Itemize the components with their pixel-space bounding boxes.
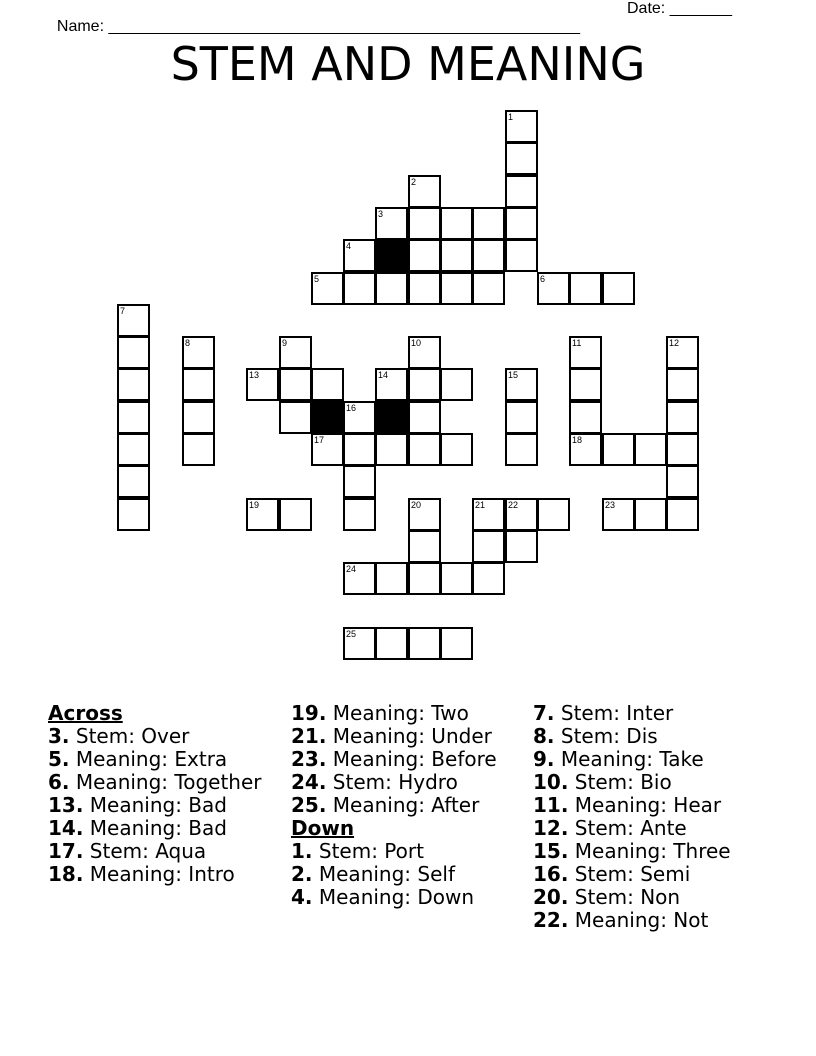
clue-num: 7. <box>533 701 555 725</box>
grid-cell[interactable] <box>505 207 538 240</box>
clue-num: 5. <box>48 747 70 771</box>
clue-number: 1 <box>508 112 514 122</box>
grid-cell[interactable] <box>343 465 376 498</box>
grid-cell[interactable] <box>634 498 667 531</box>
grid-cell[interactable] <box>182 433 215 466</box>
clue-number: 24 <box>346 564 357 574</box>
grid-cell[interactable] <box>440 562 473 595</box>
clue-num: 19. <box>291 701 327 725</box>
clue-item <box>533 886 793 909</box>
clue-text: Meaning: Three <box>568 839 731 863</box>
grid-cell[interactable] <box>279 336 312 369</box>
grid-cell[interactable] <box>343 562 376 595</box>
clue-number: 3 <box>378 209 384 219</box>
black-cell <box>375 401 408 434</box>
clue-number: 7 <box>120 306 126 316</box>
grid-cell[interactable] <box>246 368 279 401</box>
grid-cell[interactable] <box>408 336 441 369</box>
grid-cell[interactable] <box>408 401 441 434</box>
grid-cell[interactable] <box>279 401 312 434</box>
grid-cell[interactable] <box>505 498 538 531</box>
clue-item <box>533 840 793 863</box>
clue-text: Meaning: Intro <box>83 862 235 886</box>
clue-num: 15. <box>533 839 569 863</box>
grid-cell[interactable] <box>472 530 505 563</box>
grid-cell[interactable] <box>117 336 150 369</box>
grid-cell[interactable] <box>537 272 570 305</box>
grid-cell[interactable] <box>375 627 408 660</box>
clue-num: 9. <box>533 747 555 771</box>
clue-text: Stem: Port <box>312 839 424 863</box>
grid-cell[interactable] <box>440 207 473 240</box>
clue-item <box>533 794 793 817</box>
grid-cell[interactable] <box>666 465 699 498</box>
clue-item <box>48 725 278 748</box>
clue-number: 19 <box>249 500 260 510</box>
black-cell <box>375 239 408 272</box>
clue-num: 24. <box>291 770 327 794</box>
clue-number: 17 <box>314 435 325 445</box>
clue-number: 8 <box>185 338 191 348</box>
grid-cell[interactable] <box>602 433 635 466</box>
clue-number: 4 <box>346 241 352 251</box>
clue-text: Meaning: Together <box>69 770 262 794</box>
grid-cell[interactable] <box>440 368 473 401</box>
grid-cell[interactable] <box>472 272 505 305</box>
clue-number: 2 <box>411 177 417 187</box>
grid-cell[interactable] <box>569 336 602 369</box>
clue-text: Stem: Dis <box>554 724 658 748</box>
clue-item <box>291 794 521 817</box>
grid-cell[interactable] <box>505 142 538 175</box>
grid-cell[interactable] <box>343 401 376 434</box>
clue-num: 10. <box>533 770 569 794</box>
grid-cell[interactable] <box>472 562 505 595</box>
grid-cell[interactable] <box>408 433 441 466</box>
name-field-label: Name: _____________________________________________________ <box>56 18 581 35</box>
clue-item <box>533 817 793 840</box>
clue-column-3 <box>533 702 793 932</box>
grid-cell[interactable] <box>505 239 538 272</box>
clue-text: Stem: Non <box>568 885 681 909</box>
clue-number: 5 <box>314 274 320 284</box>
clue-item <box>533 909 793 932</box>
clue-num: 25. <box>291 793 327 817</box>
clue-num: 14. <box>48 816 84 840</box>
clue-item <box>533 771 793 794</box>
clue-item <box>48 748 278 771</box>
clue-text: Meaning: Extra <box>69 747 228 771</box>
grid-cell[interactable] <box>440 272 473 305</box>
grid-cell[interactable] <box>343 433 376 466</box>
grid-cell[interactable] <box>343 239 376 272</box>
grid-cell[interactable] <box>569 368 602 401</box>
grid-cell[interactable] <box>408 627 441 660</box>
grid-cell[interactable] <box>375 433 408 466</box>
clue-item <box>533 702 793 725</box>
grid-cell[interactable] <box>505 110 538 143</box>
grid-cell[interactable] <box>246 498 279 531</box>
clue-text: Meaning: Bad <box>83 793 227 817</box>
grid-cell[interactable] <box>117 401 150 434</box>
clue-text: Meaning: After <box>326 793 480 817</box>
grid-cell[interactable] <box>375 562 408 595</box>
grid-cell[interactable] <box>279 368 312 401</box>
clue-item <box>533 748 793 771</box>
grid-cell[interactable] <box>117 368 150 401</box>
grid-cell[interactable] <box>569 272 602 305</box>
grid-cell[interactable] <box>602 272 635 305</box>
clue-num: 21. <box>291 724 327 748</box>
clue-item <box>291 840 521 863</box>
clue-number: 6 <box>540 274 546 284</box>
clue-item <box>291 725 521 748</box>
grid-cell[interactable] <box>117 304 150 337</box>
grid-cell[interactable] <box>375 207 408 240</box>
grid-cell[interactable] <box>375 368 408 401</box>
grid-cell[interactable] <box>408 239 441 272</box>
clue-text: Stem: Inter <box>554 701 674 725</box>
grid-cell[interactable] <box>408 175 441 208</box>
clue-number: 15 <box>508 370 519 380</box>
clue-item <box>48 863 278 886</box>
clue-num: 13. <box>48 793 84 817</box>
clue-number: 25 <box>346 629 357 639</box>
clue-text: Meaning: Not <box>568 908 709 932</box>
clue-item <box>48 794 278 817</box>
grid-cell[interactable] <box>408 498 441 531</box>
clue-column-1 <box>48 702 278 886</box>
clue-text: Stem: Bio <box>568 770 672 794</box>
clue-item <box>291 702 521 725</box>
grid-cell[interactable] <box>408 272 441 305</box>
grid-cell[interactable] <box>440 239 473 272</box>
clue-number: 10 <box>411 338 422 348</box>
clue-number: 20 <box>411 500 422 510</box>
page-title: STEM AND MEANING <box>170 37 646 91</box>
grid-cell[interactable] <box>408 562 441 595</box>
grid-cell[interactable] <box>311 272 344 305</box>
clue-item <box>48 840 278 863</box>
grid-cell[interactable] <box>569 433 602 466</box>
clue-num: 16. <box>533 862 569 886</box>
clue-text: Stem: Aqua <box>83 839 207 863</box>
clue-num: 11. <box>533 793 569 817</box>
clue-item <box>291 863 521 886</box>
grid-cell[interactable] <box>343 627 376 660</box>
grid-cell[interactable] <box>666 368 699 401</box>
clue-num: 8. <box>533 724 555 748</box>
clue-text: Meaning: Take <box>554 747 704 771</box>
grid-cell[interactable] <box>472 498 505 531</box>
clue-num: 20. <box>533 885 569 909</box>
grid-cell[interactable] <box>505 401 538 434</box>
clue-num: 2. <box>291 862 313 886</box>
clue-number: 11 <box>572 338 582 348</box>
clue-number: 22 <box>508 500 519 510</box>
grid-cell[interactable] <box>505 530 538 563</box>
grid-cell[interactable] <box>182 336 215 369</box>
grid-cell[interactable] <box>666 336 699 369</box>
grid-cell[interactable] <box>343 272 376 305</box>
grid-cell[interactable] <box>343 498 376 531</box>
clue-num: 23. <box>291 747 327 771</box>
clue-text: Meaning: Under <box>326 724 492 748</box>
grid-cell[interactable] <box>537 498 570 531</box>
clue-text: Meaning: Before <box>326 747 497 771</box>
grid-cell[interactable] <box>666 433 699 466</box>
grid-cell[interactable] <box>182 401 215 434</box>
grid-cell[interactable] <box>311 368 344 401</box>
clue-num: 4. <box>291 885 313 909</box>
clue-text: Stem: Ante <box>568 816 687 840</box>
grid-cell[interactable] <box>182 368 215 401</box>
clue-num: 22. <box>533 908 569 932</box>
clue-number: 9 <box>282 338 288 348</box>
clue-item <box>291 771 521 794</box>
grid-cell[interactable] <box>440 627 473 660</box>
down-heading: Down <box>291 816 355 840</box>
clue-column-2 <box>291 702 521 909</box>
clue-number: 13 <box>249 370 260 380</box>
grid-cell[interactable] <box>375 272 408 305</box>
clue-item <box>291 886 521 909</box>
grid-cell[interactable] <box>634 433 667 466</box>
clue-item <box>533 863 793 886</box>
grid-cell[interactable] <box>311 433 344 466</box>
clue-number: 21 <box>475 500 486 510</box>
grid-cell[interactable] <box>117 433 150 466</box>
grid-cell[interactable] <box>117 465 150 498</box>
clue-num: 17. <box>48 839 84 863</box>
grid-cell[interactable] <box>666 401 699 434</box>
grid-cell[interactable] <box>472 207 505 240</box>
grid-cell[interactable] <box>602 498 635 531</box>
grid-cell[interactable] <box>569 401 602 434</box>
clue-text: Meaning: Bad <box>83 816 227 840</box>
grid-cell[interactable] <box>408 530 441 563</box>
clue-num: 18. <box>48 862 84 886</box>
clue-num: 6. <box>48 770 70 794</box>
clue-text: Stem: Semi <box>568 862 691 886</box>
clue-text: Stem: Over <box>69 724 190 748</box>
grid-cell[interactable] <box>279 498 312 531</box>
clue-text: Stem: Hydro <box>326 770 458 794</box>
clue-number: 18 <box>572 435 583 445</box>
clue-text: Meaning: Self <box>312 862 455 886</box>
grid-cell[interactable] <box>408 368 441 401</box>
clue-text: Meaning: Down <box>312 885 475 909</box>
clue-number: 12 <box>669 338 680 348</box>
grid-cell[interactable] <box>505 433 538 466</box>
grid-cell[interactable] <box>666 498 699 531</box>
clue-number: 23 <box>605 500 616 510</box>
clue-num: 3. <box>48 724 70 748</box>
clue-item <box>48 817 278 840</box>
clue-num: 1. <box>291 839 313 863</box>
across-heading: Across <box>48 701 123 725</box>
clue-text: Meaning: Two <box>326 701 469 725</box>
clue-num: 12. <box>533 816 569 840</box>
grid-cell[interactable] <box>505 175 538 208</box>
clue-number: 16 <box>346 403 357 413</box>
grid-cell[interactable] <box>408 207 441 240</box>
clue-item <box>291 748 521 771</box>
clue-item <box>533 725 793 748</box>
clue-item <box>48 771 278 794</box>
grid-cell[interactable] <box>472 239 505 272</box>
grid-cell[interactable] <box>440 433 473 466</box>
grid-cell[interactable] <box>117 498 150 531</box>
clue-text: Meaning: Hear <box>568 793 722 817</box>
clue-number: 14 <box>378 370 389 380</box>
black-cell <box>311 401 344 434</box>
date-field-label: Date: _______ <box>627 0 732 17</box>
grid-cell[interactable] <box>505 368 538 401</box>
